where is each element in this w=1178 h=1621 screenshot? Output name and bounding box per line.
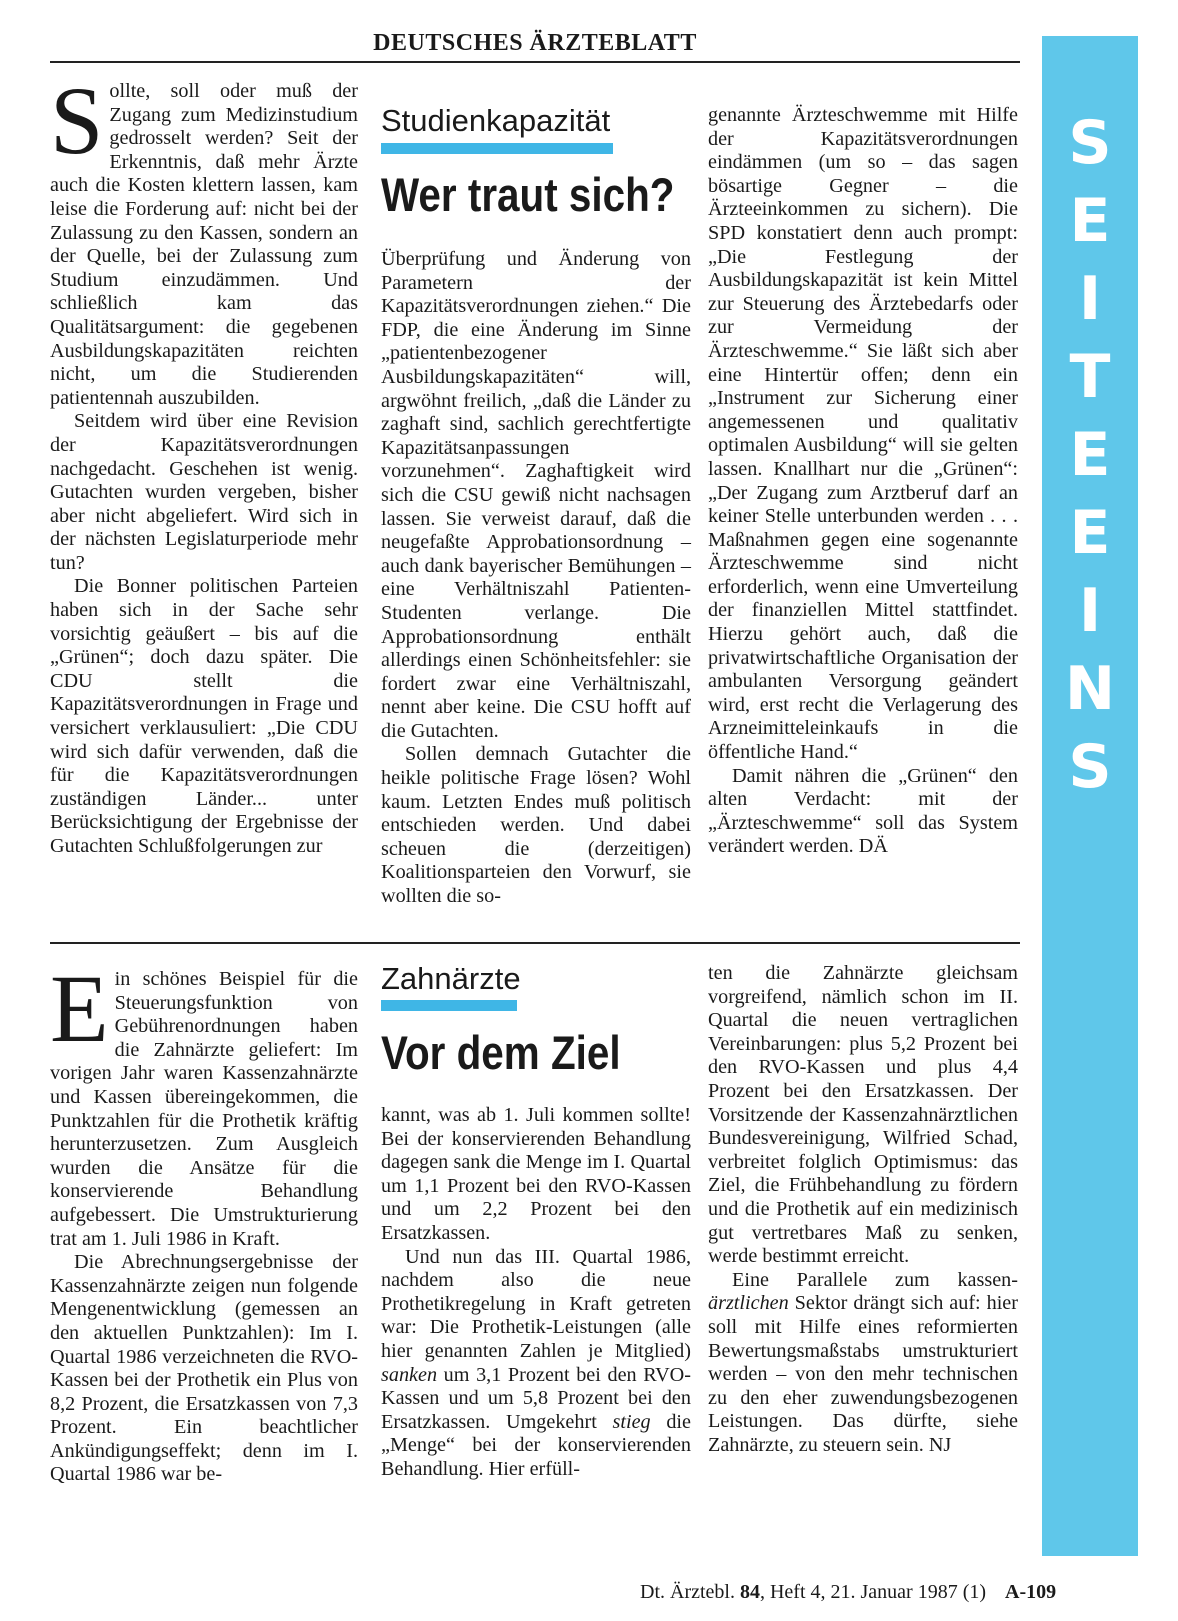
paragraph: Sollen demnach Gutachter die heikle politische Frage lösen? Wohl kaum. Letzten Endes muß politisch entschieden werden. Und dabei scheuen die (derzeitigen) Koalitionsparteien den Vorwurf, sie wollten die so- [381, 743, 691, 908]
paragraph: ollte, soll oder muß der Zugang zum Medizinstudium gedrosselt werden? Seit der Erkenntnis, daß mehr Ärzte auch die Kosten klettern lassen, kam leise die Forderung auf: nicht bei der Zulassung zu den Kassen, sondern an der Quelle, bei der Zulassung zum Studium einzudämmen. Und schließlich kam das Qualitätsargument: die gegebenen Ausbildungskapazitäten reichten nicht, um die Studierenden patientennah auszubilden. [50, 80, 358, 409]
paragraph: Die Abrechnungsergebnisse der Kassenzahnärzte zeigen nun folgende Mengenentwicklung (gemessen an den aktuellen Punktzahlen): Im I. Quartal 1986 verzeichneten die RVO-Kassen bei der Prothetik ein Plus von 8,2 Prozent, die Ersatzkassen von 7,3 Prozent. Ein beachtlicher Ankündigungseffekt; denn im I. Quartal 1986 war be- [50, 1251, 358, 1486]
seite-eins-sidebar [1042, 36, 1138, 1556]
sidebar-letter: T [1069, 342, 1111, 412]
emphasis: ärztlichen [708, 1292, 789, 1315]
page-number: A-109 [1005, 1581, 1057, 1603]
footer-citation: Dt. Ärztebl. [640, 1581, 740, 1603]
article2-kicker-bar [381, 1000, 517, 1011]
sidebar-letter: S [1068, 732, 1112, 802]
sidebar-letter: S [1068, 108, 1112, 178]
article2-kicker: Zahnärzte [381, 961, 521, 996]
article1-kicker: Studienkapazität [381, 103, 611, 138]
article1-column-3 [708, 104, 1018, 859]
paragraph: genannte Ärzteschwemme mit Hilfe der Kapazitätsverordnungen eindämmen (um so – das sagen bösartige Gegner – die Ärzteeinkommen zu sichern). Die SPD konstatiert denn auch prompt: „Die Festlegung der Ausbildungskapazität ist kein Mittel zur Steuerung des Ärztebedarfs oder zur Vermeidung der Ärzteschwemme.“ Sie läßt sich aber eine Hintertür offen; denn ein „Instrument zur Sicherung einer angemessenen und qualitativ optimalen Ausbildung“ will sie gelten lassen. Knallhart nur die „Grünen“: „Der Zugang zum Arztberuf darf an keiner Stelle unterbunden werden . . . Maßnahmen gegen eine sogenannte Ärzteschwemme sind nicht erforderlich, wenn eine Umverteilung der finanziellen Mittel stattfindet. Hierzu gehört auch, daß die privatwirtschaftliche Organisation der ambulanten Versorgung geändert wird, erst recht die Verlagerung des Arzneimitteleinkaufs in die öffentliche Hand.“ [708, 104, 1018, 764]
text-run: Sektor drängt sich auf: hier soll mit Hilfe eines reformierten Bewertungsmaßstabs umstrukturiert werden – von den mehr technischen zu den eher zuwendungsbezogenen Leistungen. Das dürfte, siehe Zahnärzte, zu steuern sein. NJ [708, 1292, 1018, 1456]
article1-column-2 [381, 248, 691, 909]
dropcap: S [50, 67, 104, 174]
paragraph: in schönes Beispiel für die Steuerungsfunktion von Gebührenordnungen haben die Zahnärzte geliefert: Im vorigen Jahr waren Kassenzahnärzte und Kassen übereingekommen, die Punktzahlen für die Prothetik kräftig herunterzusetzen. Zum Ausgleich wurden die Ansätze für die konservierende Behandlung aufgebessert. Die Umstrukturierung trat am 1. Juli 1986 in Kraft. [50, 968, 358, 1250]
sidebar-letters [1042, 104, 1138, 806]
section-divider [50, 942, 1020, 944]
article2-headline: Vor dem Ziel [381, 1026, 621, 1079]
article1-column-1 [50, 67, 358, 859]
article2-column-2 [381, 1104, 691, 1482]
article1-kicker-bar [381, 143, 613, 154]
paragraph [381, 1246, 691, 1482]
article1-headline: Wer traut sich? [381, 168, 675, 221]
text-run: Und nun das III. Quartal 1986, nachdem also die neue Prothetikregelung in Kraft getreten war: Die Prothetik-Leistungen (alle hier genannten Zahlen je Mitglied) [381, 1245, 691, 1362]
paragraph: kannt, was ab 1. Juli kommen sollte! Bei der konservierenden Behandlung dagegen sank die Menge im I. Quartal um 1,1 Prozent bei den RVO-Kassen und um 2,2 Prozent bei den Ersatzkassen. [381, 1104, 691, 1244]
masthead: DEUTSCHES ÄRZTEBLATT [373, 30, 697, 56]
page-footer [640, 1581, 1120, 1604]
text-run: Eine Parallele zum kassen- [732, 1268, 1018, 1291]
paragraph: ten die Zahnärzte gleichsam vorgreifend, nämlich schon im II. Quartal die neuen vertraglichen Vereinbarungen: plus 5,2 Prozent bei den RVO-Kassen und plus 4,4 Prozent bei den Ersatzkassen. Der Vorsitzende der Kassenzahnärztlichen Bundesvereinigung, Wilfried Schad, verbreitet folglich Optimismus: das Ziel, die Frühbehandlung zu fördern und die Prothetik auf ein medizinisch gut vertretbares Maß zu senken, werde bestimmt erreicht. [708, 962, 1018, 1268]
text-run: die „Menge“ bei der konservierenden Behandlung. Hier erfüll- [381, 1410, 691, 1480]
top-rule [50, 61, 1020, 63]
sidebar-letter: E [1069, 186, 1111, 256]
article2-column-1 [50, 955, 358, 1487]
article2-column-3 [708, 962, 1018, 1457]
footer-issue: , Heft 4, 21. Januar 1987 (1) [759, 1581, 987, 1603]
sidebar-letter: I [1078, 264, 1102, 334]
paragraph: Überprüfung und Änderung von Parametern der Kapazitätsverordnungen ziehen.“ Die FDP, die eine Änderung im Sinne „patientenbezogener Ausbildungskapazitäten“ will, argwöhnt freilich, „daß die Länder zu zaghaft sind, sachlich gerechtfertigte Kapazitätsanpassungen vorzunehmen“. Zaghaftigkeit wird sich die CSU gewiß nicht nachsagen lassen. Sie verweist darauf, daß die neugefaßte Approbationsordnung – auch dank bayerischer Bemühungen – eine Verhältniszahl Patienten-Studenten verlange. Die Approbationsordnung enthält allerdings einen Schönheitsfehler: sie fordert zwar eine Verhältniszahl, nennt aber keine. Die CSU hofft auf die Gutachten. [381, 248, 691, 742]
text-run: um 3,1 Prozent bei den RVO-Kassen und um 5,8 Prozent bei den Ersatzkassen. Umgekehrt [381, 1363, 691, 1433]
sidebar-letter: I [1078, 576, 1102, 646]
paragraph: Die Bonner politischen Parteien haben sich in der Sache sehr vorsichtig geäußert – bis auf die „Grünen“; doch dazu später. Die CDU stellt die Kapazitätsverordnungen in Frage und versichert verklausuliert: „Die CDU wird sich dafür verwenden, daß die für die Kapazitätsverordnungen zuständigen Länder... unter Berücksichtigung der Ergebnisse der Gutachten Schlußfolgerungen zur [50, 575, 358, 857]
sidebar-letter: N [1064, 654, 1116, 724]
paragraph: Damit nähren die „Grünen“ den alten Verdacht: mit der „Ärzteschwemme“ soll das System verändert werden. DÄ [708, 764, 1018, 858]
paragraph: Seitdem wird über eine Revision der Kapazitätsverordnungen nachgedacht. Geschehen ist wenig. Gutachten wurden vergeben, bisher aber nicht abgeliefert. Wird sich in der nächsten Legislaturperiode mehr tun? [50, 410, 358, 574]
dropcap: E [50, 955, 109, 1062]
sidebar-letter: E [1069, 420, 1111, 490]
paragraph [708, 1269, 1018, 1458]
footer-volume: 84 [739, 1581, 760, 1603]
emphasis: sanken [381, 1363, 438, 1386]
emphasis: stieg [612, 1410, 651, 1433]
sidebar-letter: E [1069, 498, 1111, 568]
